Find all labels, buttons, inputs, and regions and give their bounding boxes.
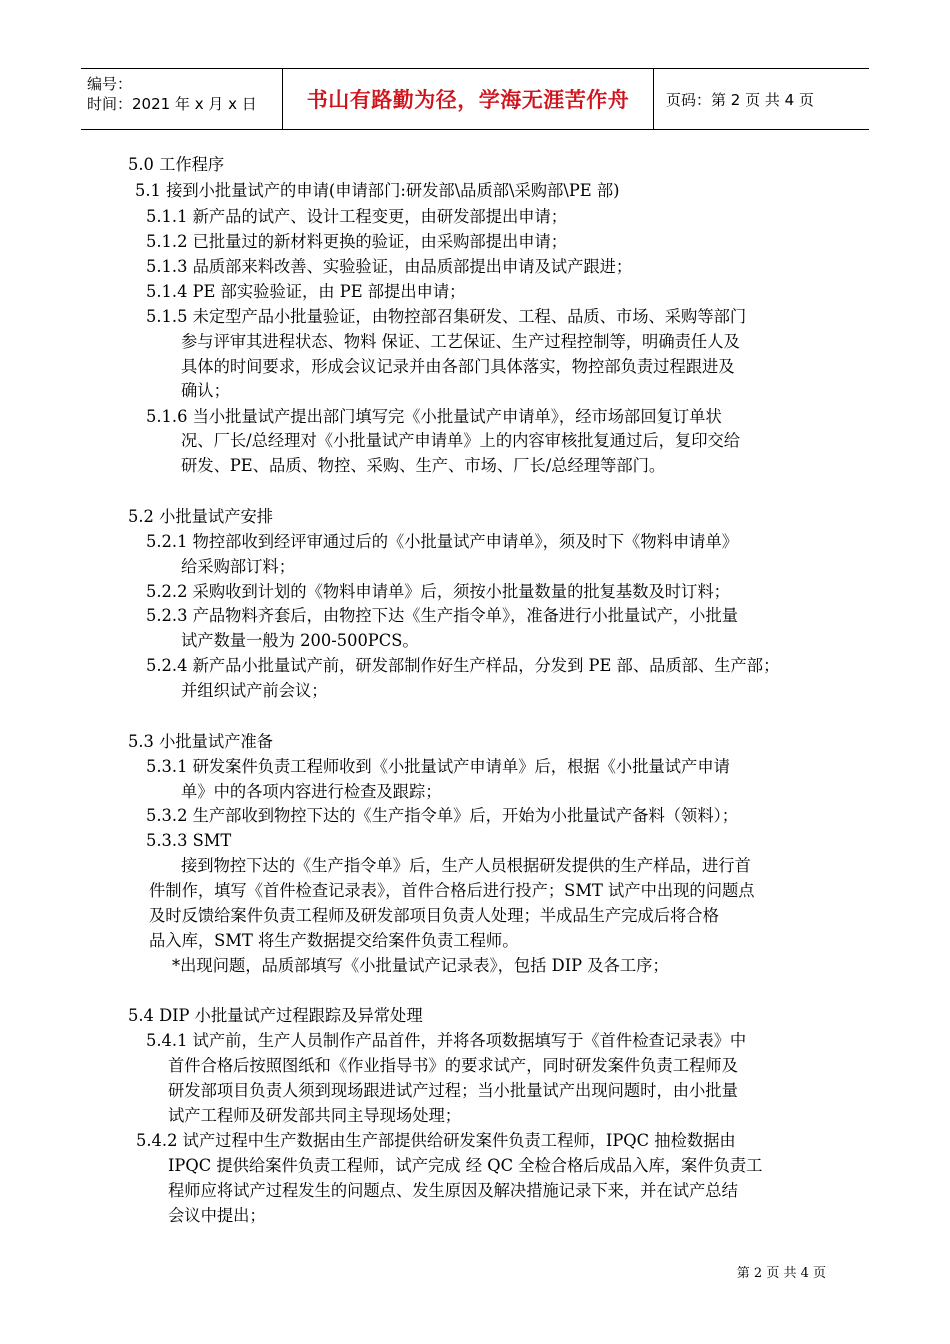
clause-line: 5.4.1 试产前，生产人员制作产品首件，并将各项数据填写于《首件检查记录表》中 — [146, 1031, 747, 1050]
subsection-heading: 5.3 小批量试产准备 — [128, 732, 274, 751]
clause-continuation: 会议中提出； — [168, 1206, 266, 1225]
header-motto-cell — [283, 69, 654, 129]
subsection-heading: 5.1 接到小批量试产的申请(申请部门:研发部\品质部\采购部\PE 部) — [135, 181, 620, 200]
document-number-label: 编号： — [87, 75, 133, 93]
clause-line: 5.3.1 研发案件负责工程师收到《小批量试产申请单》后，根据《小批量试产申请 — [146, 757, 730, 776]
header-page-cell — [654, 69, 869, 129]
page-footer: 第 2 页 共 4 页 — [736, 1266, 826, 1281]
section-heading: 5.0 工作程序 — [128, 155, 225, 174]
header-info-cell — [81, 69, 283, 129]
document-date-label: 时间：2021 年 x 月 x 日 — [87, 95, 257, 113]
clause-continuation: 程师应将试产过程发生的问题点、发生原因及解决措施记录下来，并在试产总结 — [168, 1181, 738, 1200]
subsection-heading: 5.4 DIP 小批量试产过程跟踪及异常处理 — [128, 1006, 423, 1025]
clause-line: 5.3.2 生产部收到物控下达的《生产指令单》后，开始为小批量试产备料（领料）； — [146, 806, 739, 825]
clause-line: 5.2.3 产品物料齐套后，由物控下达《生产指令单》，准备进行小批量试产，小批量 — [146, 606, 739, 625]
clause-continuation: 研发、PE、品质、物控、采购、生产、市场、厂长/总经理等部门。 — [181, 456, 666, 475]
paragraph-line: 品入库，SMT 将生产数据提交给案件负责工程师。 — [149, 931, 519, 950]
clause-line: 5.1.2 已批量过的新材料更换的验证，由采购部提出申请； — [146, 232, 568, 251]
clause-line: 5.2.4 新产品小批量试产前，研发部制作好生产样品，分发到 PE 部、品质部、生产部； — [146, 656, 780, 675]
clause-line: 5.2.1 物控部收到经评审通过后的《小批量试产申请单》，须及时下《物料申请单》 — [146, 532, 739, 551]
clause-continuation: 并组织试产前会议； — [181, 681, 328, 700]
clause-continuation: 试产数量一般为 200-500PCS。 — [181, 631, 419, 650]
clause-continuation: 给采购部订料； — [181, 557, 295, 576]
clause-line: 5.3.3 SMT — [146, 831, 232, 850]
clause-continuation: IPQC 提供给案件负责工程师，试产完成 经 QC 全检合格后成品入库，案件负责工 — [168, 1156, 763, 1175]
clause-line: 5.1.3 品质部来料改善、实验验证，由品质部提出申请及试产跟进； — [146, 257, 633, 276]
clause-continuation: 况、厂长/总经理对《小批量试产申请单》上的内容审核批复通过后，复印交给 — [181, 431, 741, 450]
paragraph-line: 及时反馈给案件负责工程师及研发部项目负责人处理；半成品生产完成后将合格 — [149, 906, 719, 925]
header-page-number: 页码：第 2 页 共 4 页 — [666, 90, 814, 109]
paragraph-line: 接到物控下达的《生产指令单》后，生产人员根据研发提供的生产样品，进行首 — [181, 856, 751, 875]
clause-continuation: 研发部项目负责人须到现场跟进试产过程；当小批量试产出现问题时，由小批量 — [168, 1081, 738, 1100]
clause-continuation: 确认； — [181, 381, 230, 400]
clause-continuation: 首件合格后按照图纸和《作业指导书》的要求试产，同时研发案件负责工程师及 — [168, 1056, 738, 1075]
document-header-table — [81, 68, 869, 130]
header-motto: 书山有路勤为径，学海无涯苦作舟 — [306, 88, 630, 112]
paragraph-line: 件制作，填写《首件检查记录表》，首件合格后进行投产；SMT 试产中出现的问题点 — [149, 881, 755, 900]
subsection-heading: 5.2 小批量试产安排 — [128, 507, 274, 526]
clause-line: 5.1.6 当小批量试产提出部门填写完《小批量试产申请单》，经市场部回复订单状 — [146, 407, 722, 426]
clause-line: 5.1.1 新产品的试产、设计工程变更，由研发部提出申请； — [146, 207, 568, 226]
clause-line: 5.1.5 未定型产品小批量验证，由物控部召集研发、工程、品质、市场、采购等部门 — [146, 307, 747, 326]
note-line: *出现问题，品质部填写《小批量试产记录表》，包括 DIP 及各工序； — [172, 956, 669, 975]
clause-line: 5.4.2 试产过程中生产数据由生产部提供给研发案件负责工程师，IPQC 抽检数据由 — [136, 1131, 736, 1150]
clause-continuation: 试产工程师及研发部共同主导现场处理； — [168, 1106, 462, 1125]
clause-continuation: 单》中的各项内容进行检查及跟踪； — [181, 782, 442, 801]
clause-continuation: 具体的时间要求，形成会议记录并由各部门具体落实，物控部负责过程跟进及 — [181, 357, 735, 376]
clause-continuation: 参与评审其进程状态、物料 保证、工艺保证、生产过程控制等，明确责任人及 — [181, 332, 740, 351]
clause-line: 5.2.2 采购收到计划的《物料申请单》后，须按小批量数量的批复基数及时订料； — [146, 582, 730, 601]
clause-line: 5.1.4 PE 部实验验证，由 PE 部提出申请； — [146, 282, 466, 301]
